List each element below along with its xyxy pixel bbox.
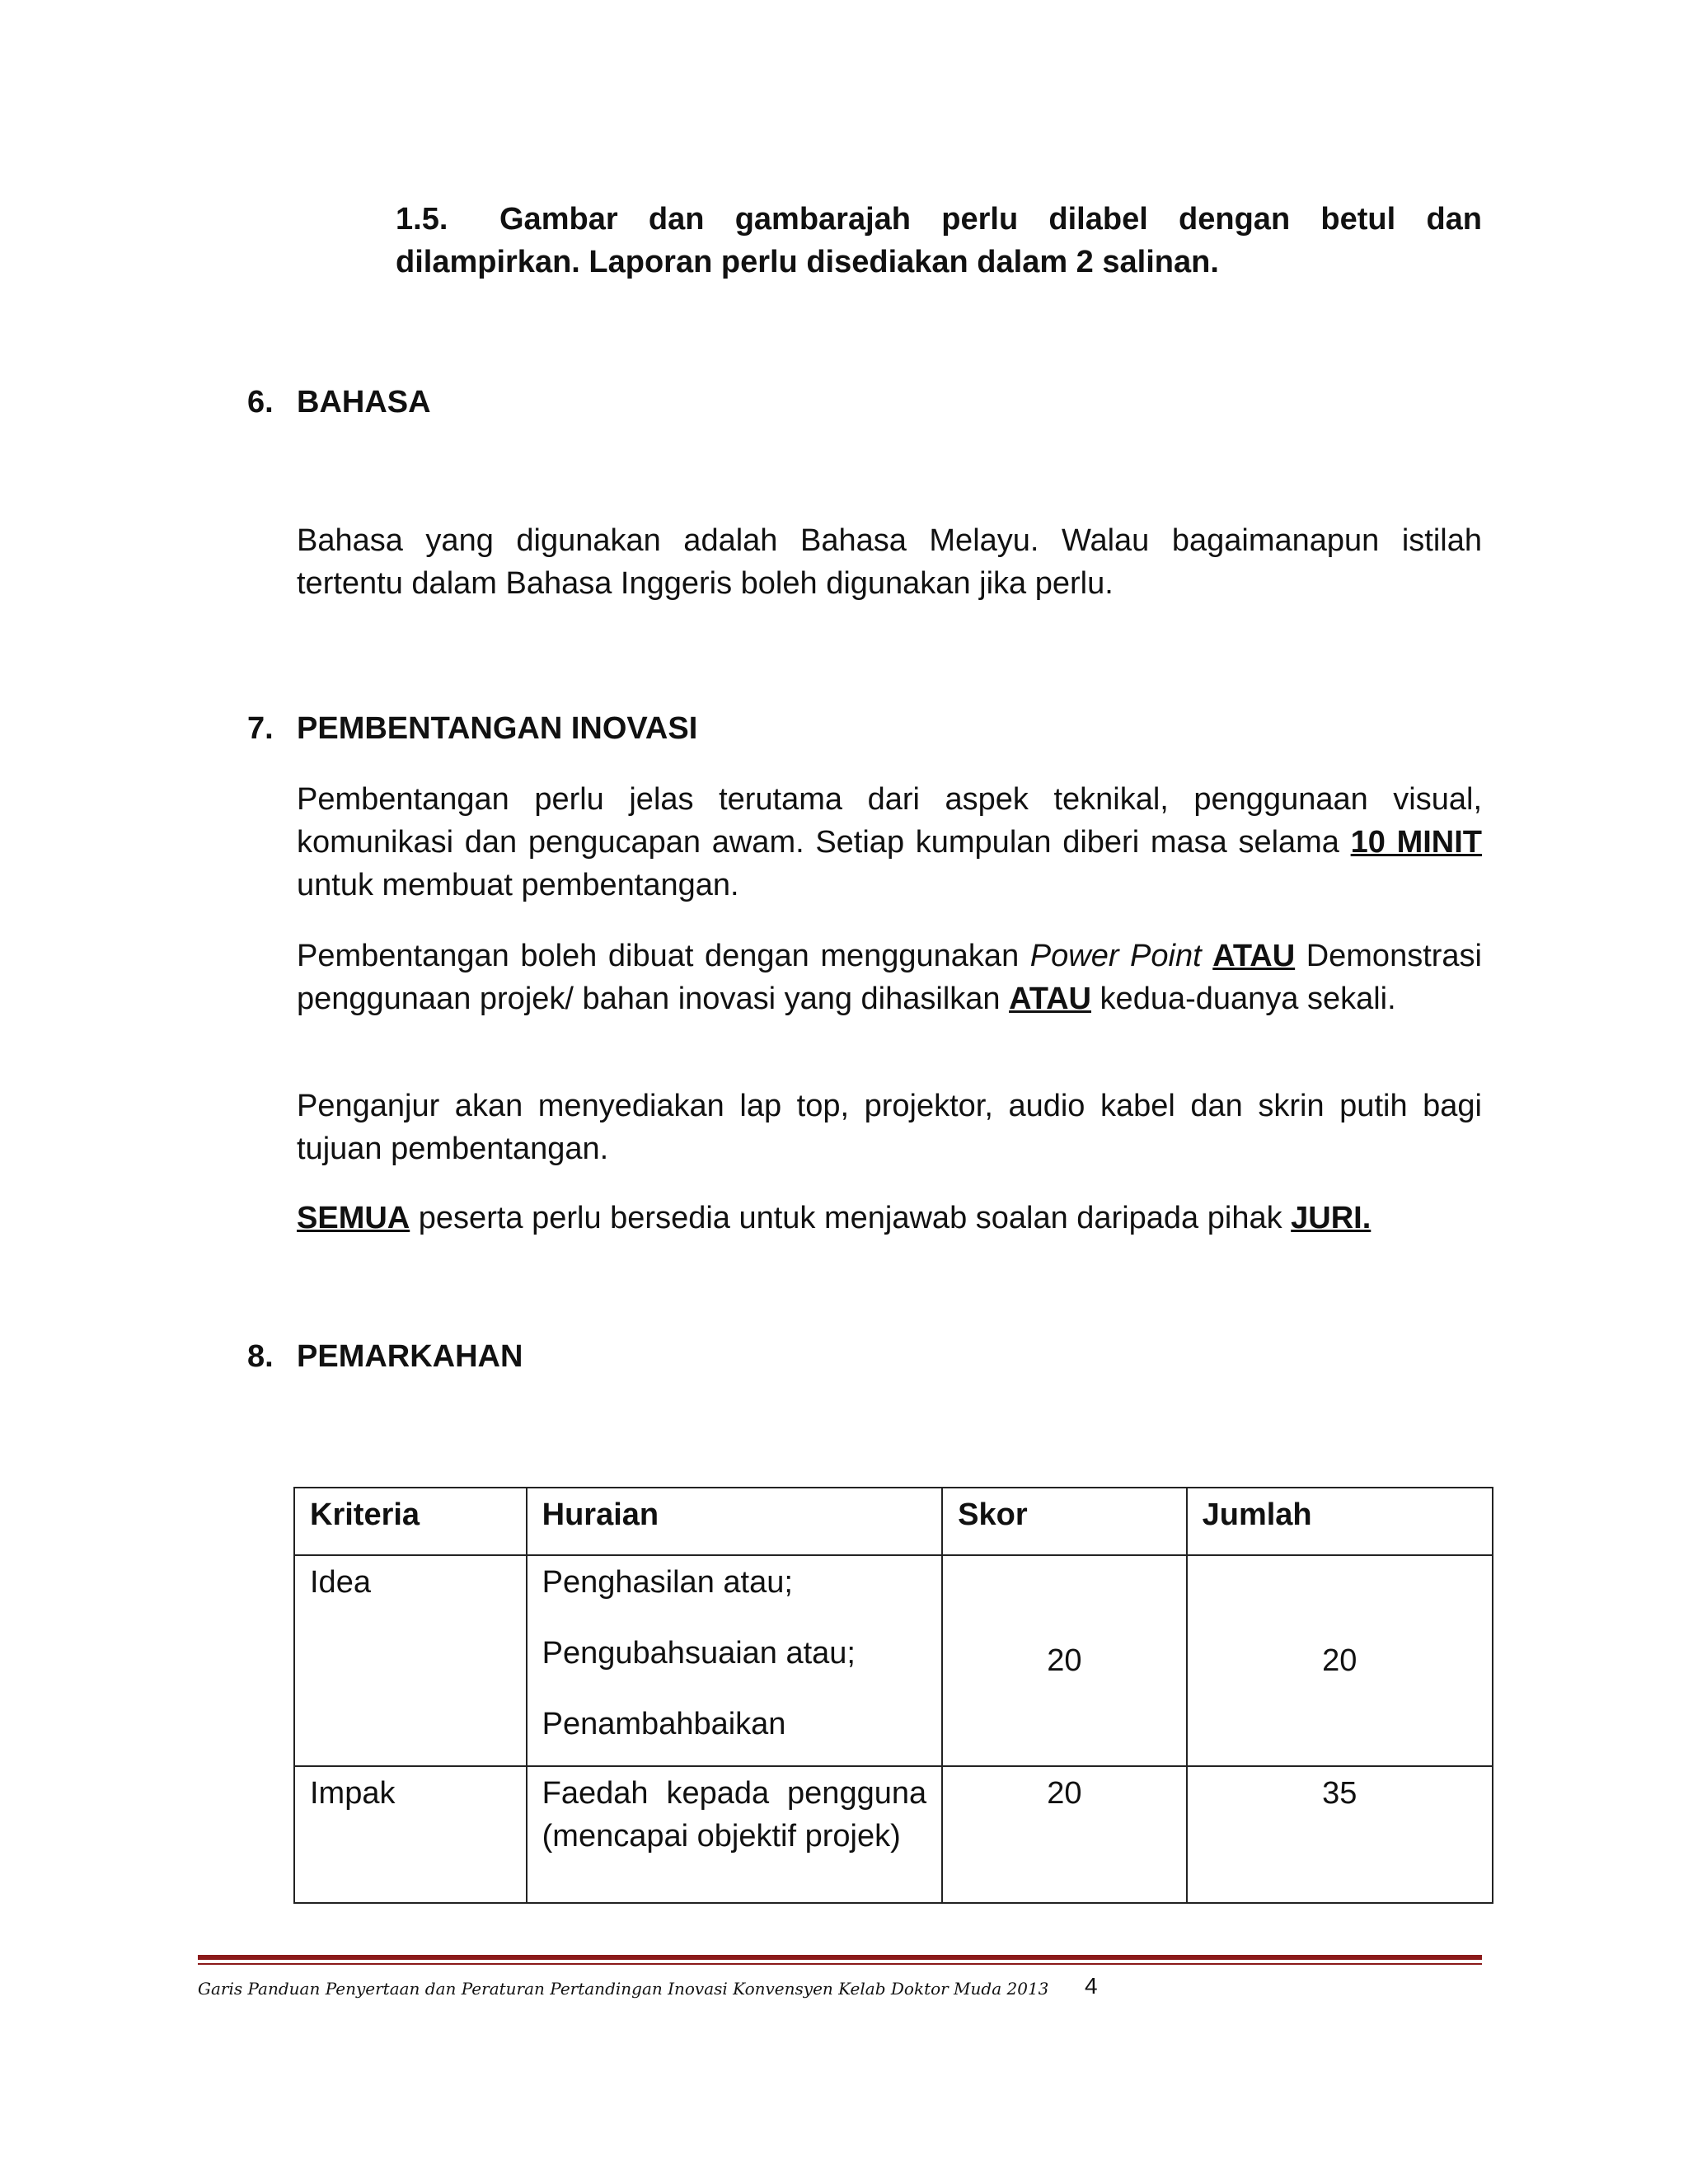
p1-tail: untuk membuat pembentangan. xyxy=(297,868,739,902)
section-7-paragraph-2 xyxy=(297,935,1482,1020)
p2-space xyxy=(1202,939,1213,973)
section-1-5-text: Gambar dan gambarajah perlu dilabel dengan betul dan dilampirkan. Laporan perlu disediakan dalam 2 salinan. xyxy=(396,202,1482,279)
footer-rule-thick xyxy=(198,1955,1482,1960)
section-7-number: 7. xyxy=(247,711,274,746)
p4-semua: SEMUA xyxy=(297,1201,410,1235)
section-7-title: PEMBENTANGAN INOVASI xyxy=(297,711,698,746)
section-7-heading xyxy=(247,707,697,750)
section-7-paragraph-1 xyxy=(297,778,1482,907)
section-6-heading xyxy=(247,381,431,424)
p1-emphasis-10-minit: 10 MINIT xyxy=(1350,825,1482,860)
table-row xyxy=(294,1766,1493,1903)
cell-jumlah: 35 xyxy=(1187,1766,1493,1903)
cell-huraian: Faedah kepada pengguna (mencapai objektif projek) xyxy=(527,1766,942,1903)
header-skor: Skor xyxy=(942,1488,1186,1555)
section-8-number: 8. xyxy=(247,1339,274,1374)
p2-atau-2: ATAU xyxy=(1009,982,1091,1016)
marking-table xyxy=(293,1487,1493,1904)
section-6-number: 6. xyxy=(247,385,274,419)
cell-kriteria: Impak xyxy=(294,1766,527,1903)
section-7-paragraph-4 xyxy=(297,1197,1482,1240)
section-8-title: PEMARKAHAN xyxy=(297,1339,523,1374)
section-1-5-number: 1.5. xyxy=(396,202,448,237)
p2-atau-1: ATAU xyxy=(1212,939,1296,973)
section-6-title: BAHASA xyxy=(297,385,431,419)
footer-rule-thin xyxy=(198,1963,1482,1965)
p2-text-d: kedua-duanya sekali. xyxy=(1091,982,1396,1016)
p2-text-c: Demonstrasi penggunaan projek/ bahan inovasi yang dihasilkan xyxy=(297,939,1482,1016)
header-kriteria: Kriteria xyxy=(294,1488,527,1555)
section-8-heading xyxy=(247,1335,523,1378)
cell-kriteria: Idea xyxy=(294,1555,527,1766)
p2-text-a: Pembentangan boleh dibuat dengan menggunakan xyxy=(297,939,1030,973)
footer-text: Garis Panduan Penyertaan dan Peraturan Pertandingan Inovasi Konvensyen Kelab Doktor Muda 2013 xyxy=(198,1979,1049,1999)
huraian-line: Pengubahsuaian atau; xyxy=(542,1636,856,1671)
p2-power-point: Power Point xyxy=(1029,939,1202,973)
p4-text: peserta perlu bersedia untuk menjawab soalan daripada pihak xyxy=(410,1201,1292,1235)
table-row xyxy=(294,1555,1493,1766)
page-number: 4 xyxy=(1085,1973,1098,1999)
header-jumlah: Jumlah xyxy=(1187,1488,1493,1555)
huraian-line: Penghasilan atau; xyxy=(542,1565,793,1600)
section-1-5-paragraph xyxy=(396,198,1482,284)
cell-jumlah: 20 xyxy=(1187,1555,1493,1766)
section-7-paragraph-3: Penganjur akan menyediakan lap top, projektor, audio kabel dan skrin putih bagi tujuan pembentangan. xyxy=(297,1089,1482,1166)
cell-huraian xyxy=(527,1555,942,1766)
huraian-line: Penambahbaikan xyxy=(542,1707,786,1741)
header-huraian: Huraian xyxy=(527,1488,942,1555)
table-header-row xyxy=(294,1488,1493,1555)
section-6-paragraph: Bahasa yang digunakan adalah Bahasa Melayu. Walau bagaimanapun istilah tertentu dalam Bahasa Inggeris boleh digunakan jika perlu. xyxy=(297,523,1482,601)
p4-juri: JURI. xyxy=(1291,1201,1372,1235)
cell-skor: 20 xyxy=(942,1555,1186,1766)
cell-skor: 20 xyxy=(942,1766,1186,1903)
p1-text: Pembentangan perlu jelas terutama dari aspek teknikal, penggunaan visual, komunikasi dan pengucapan awam. Setiap kumpulan diberi masa selama xyxy=(297,782,1482,860)
